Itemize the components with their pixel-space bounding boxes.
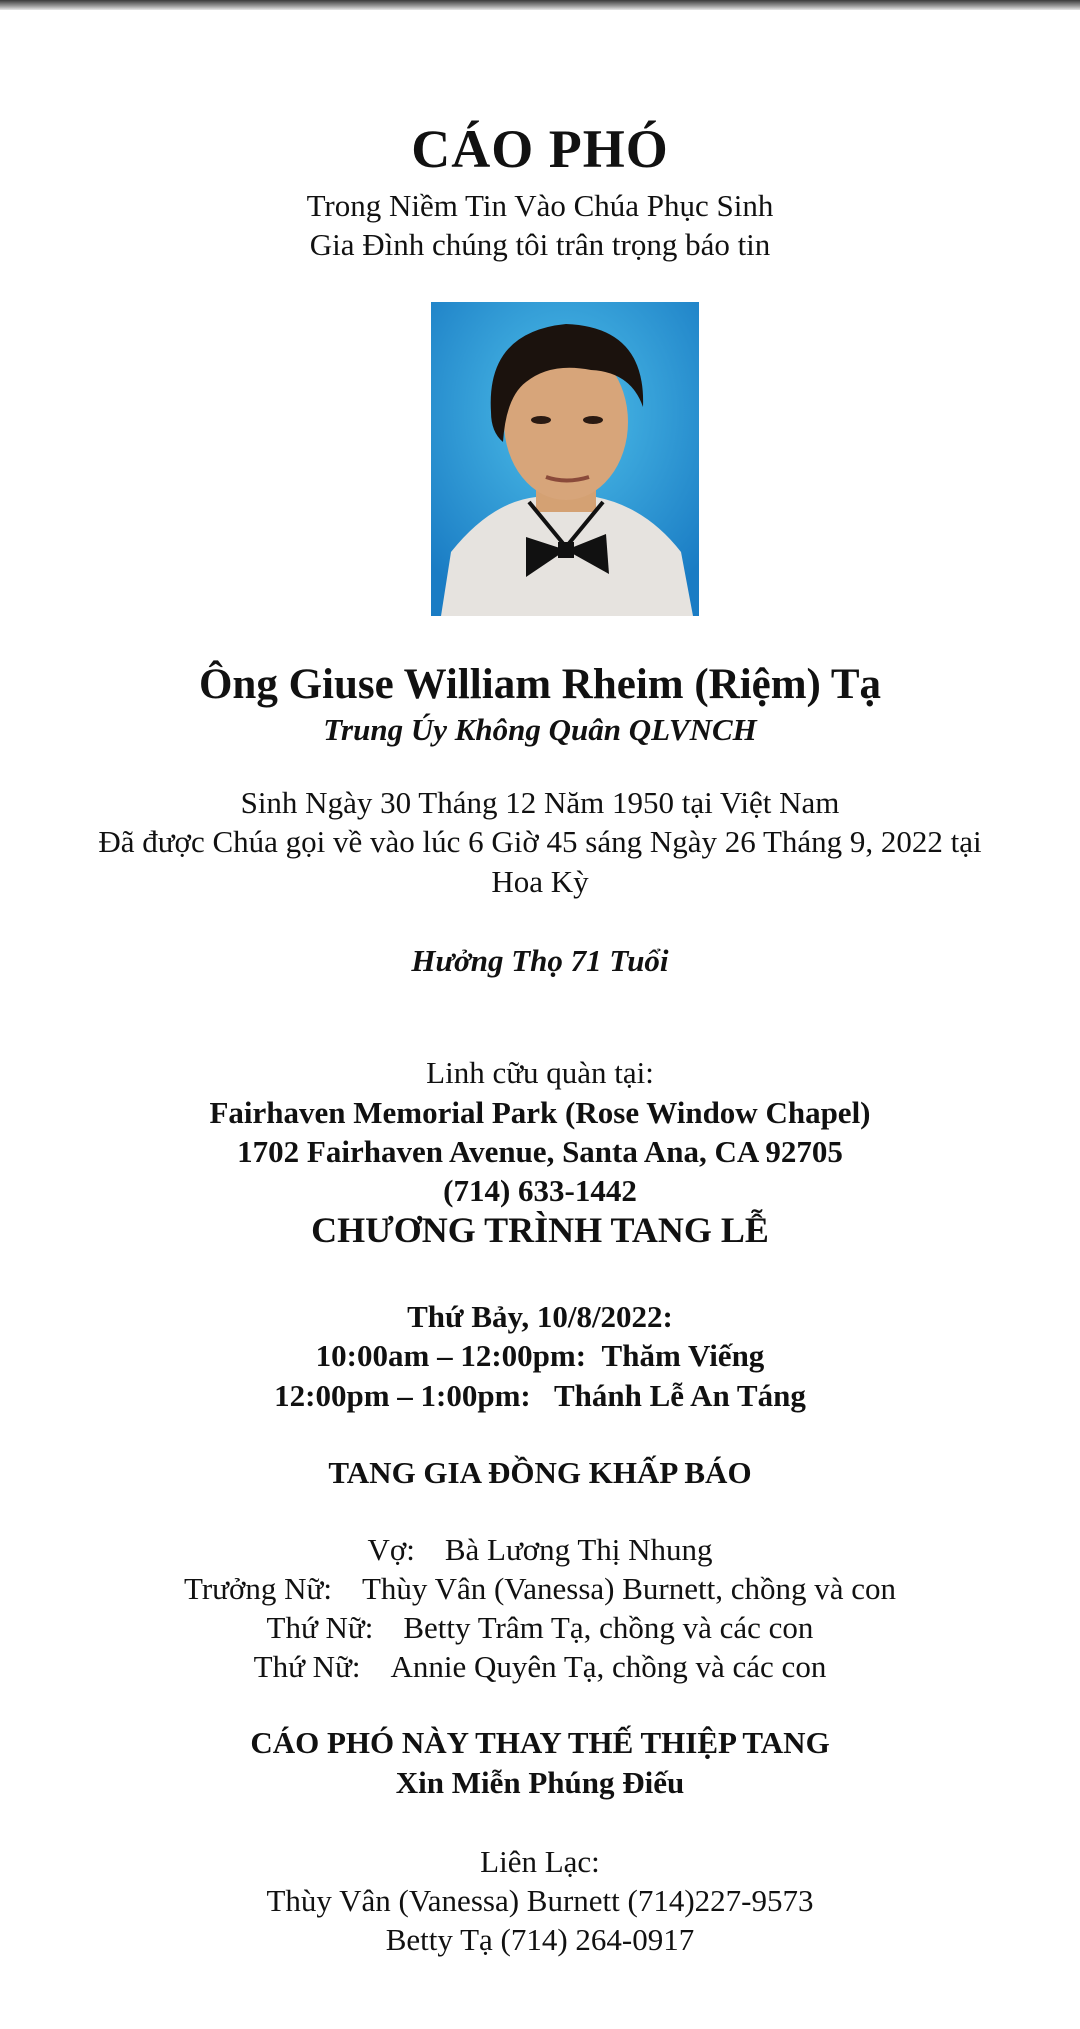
family-member	[0, 1610, 1080, 1646]
event-time: 10:00am – 12:00pm:	[315, 1338, 587, 1373]
family-name: Annie Quyên Tạ, chồng và các con	[390, 1649, 827, 1684]
family-role: Vợ:	[367, 1532, 415, 1567]
event-time: 12:00pm – 1:00pm:	[274, 1378, 531, 1413]
subtitle-faith: Trong Niềm Tin Vào Chúa Phục Sinh	[306, 188, 774, 223]
family-member	[0, 1649, 1080, 1685]
contact-entry: Betty Tạ (714) 264-0917	[385, 1922, 695, 1957]
birth-info: Sinh Ngày 30 Tháng 12 Năm 1950 tại Việt Nam	[240, 785, 840, 820]
family-name: Thùy Vân (Vanessa) Burnett, chồng và con	[361, 1571, 896, 1606]
death-info-line-2: Hoa Kỳ	[491, 864, 589, 899]
age-at-death: Hưởng Thọ 71 Tuổi	[411, 943, 669, 978]
program-event	[0, 1338, 1080, 1374]
family-role: Thứ Nữ:	[253, 1649, 361, 1684]
family-name: Bà Lương Thị Nhung	[444, 1532, 713, 1567]
program-event	[0, 1378, 1080, 1414]
deceased-rank: Trung Úy Không Quân QLVNCH	[323, 712, 757, 747]
top-edge-shadow	[0, 0, 1080, 10]
family-role: Thứ Nữ:	[266, 1610, 374, 1645]
contact-label: Liên Lạc:	[480, 1844, 600, 1879]
viewing-address: 1702 Fairhaven Avenue, Santa Ana, CA 92705	[237, 1134, 843, 1169]
program-date: Thứ Bảy, 10/8/2022:	[407, 1299, 673, 1334]
deceased-name: Ông Giuse William Rheim (Riệm) Tạ	[198, 661, 882, 708]
viewing-venue: Fairhaven Memorial Park (Rose Window Chapel)	[209, 1095, 871, 1130]
event-name: Thăm Viếng	[601, 1338, 765, 1373]
contact-entry: Thùy Vân (Vanessa) Burnett (714)227-9573	[266, 1883, 814, 1918]
event-name: Thánh Lễ An Táng	[553, 1378, 806, 1413]
page-title: CÁO PHÓ	[411, 119, 669, 179]
viewing-phone: (714) 633-1442	[443, 1173, 637, 1208]
notice-line-1: CÁO PHÓ NÀY THAY THẾ THIỆP TANG	[250, 1725, 830, 1760]
family-heading: TANG GIA ĐỒNG KHẤP BÁO	[328, 1455, 752, 1490]
family-role: Trưởng Nữ:	[184, 1571, 332, 1606]
family-name: Betty Trâm Tạ, chồng và các con	[403, 1610, 814, 1645]
viewing-label: Linh cữu quàn tại:	[426, 1055, 654, 1090]
subtitle-announce: Gia Đình chúng tôi trân trọng báo tin	[309, 227, 771, 262]
death-info-line-1: Đã được Chúa gọi về vào lúc 6 Giờ 45 sáng Ngày 26 Tháng 9, 2022 tại	[98, 824, 982, 859]
notice-line-2: Xin Miễn Phúng Điếu	[395, 1765, 685, 1800]
portrait-photo	[431, 302, 699, 616]
family-member	[0, 1532, 1080, 1568]
family-member	[0, 1571, 1080, 1607]
program-heading: CHƯƠNG TRÌNH TANG LỄ	[311, 1210, 769, 1250]
